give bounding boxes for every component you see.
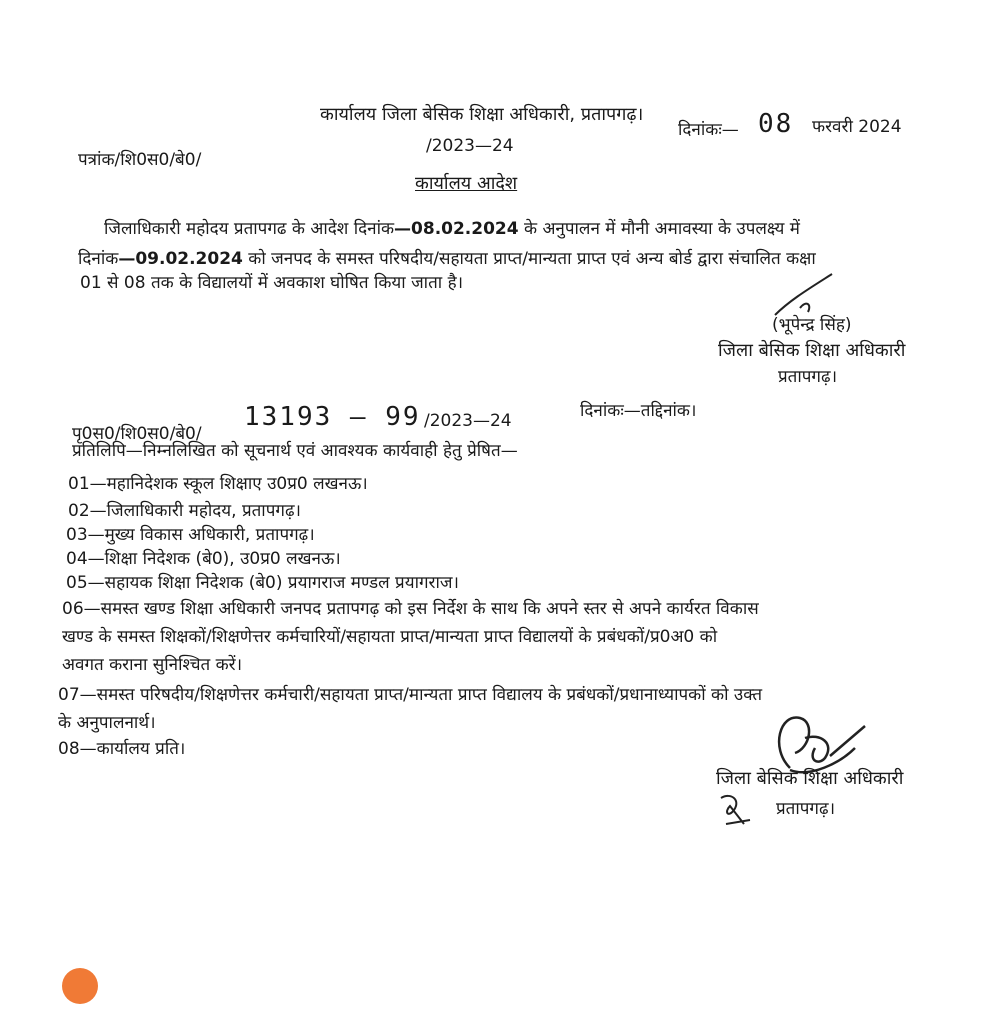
order-title: कार्यालय आदेश (415, 173, 518, 194)
endorsement-ref-handwritten: 13193 — 99 (244, 402, 421, 432)
copy-item-06-line-2: खण्ड के समस्त शिक्षकों/शिक्षणेत्तर कर्मचारियों/सहायता प्राप्त/मान्यता प्राप्त विद्यालयों के प्रबंधकों/प्र0अ0 को (62, 627, 718, 647)
signature-1-name: (भूपेन्द्र सिंह) (772, 315, 852, 335)
copy-item-03: 03—मुख्य विकास अधिकारी, प्रतापगढ़। (66, 525, 315, 545)
copy-item-04: 04—शिक्षा निदेशक (बे0), उ0प्र0 लखनऊ। (66, 549, 341, 569)
copy-item-05: 05—सहायक शिक्षा निदेशक (बे0) प्रयागराज मण्डल प्रयागराज। (66, 573, 459, 593)
copy-item-07-line-2: के अनुपालनार्थ। (58, 713, 156, 733)
endorsement-ref-label: पृ0स0/शि0स0/बे0/ (72, 424, 202, 444)
copy-item-06-line-3: अवगत कराना सुनिश्चित करें। (62, 655, 243, 675)
signature-1-place: प्रतापगढ़। (778, 367, 838, 387)
date-month-year: फरवरी 2024 (812, 117, 902, 137)
signature-1-designation: जिला बेसिक शिक्षा अधिकारी (718, 340, 906, 361)
copy-item-08: 08—कार्यालय प्रति। (58, 739, 186, 759)
copy-item-07-line-1: 07—समस्त परिषदीय/शिक्षणेत्तर कर्मचारी/सहायता प्राप्त/मान्यता प्राप्त विद्यालय के प्रबंधकों/प्रधानाध्यापकों को उक्त (58, 685, 763, 705)
reference-label: पत्रांक/शि0स0/बे0/ (78, 150, 202, 170)
office-heading: कार्यालय जिला बेसिक शिक्षा अधिकारी, प्रतापगढ़। (320, 104, 644, 125)
signature-1-scribble (770, 270, 840, 320)
copy-item-02: 02—जिलाधिकारी महोदय, प्रतापगढ़। (68, 501, 301, 521)
reference-year: /2023—24 (426, 136, 514, 156)
copy-item-06-line-1: 06—समस्त खण्ड शिक्षा अधिकारी जनपद प्रतापगढ़ को इस निर्देश के साथ कि अपने स्तर से अपने कार्यरत विकास (62, 599, 759, 619)
order-line-3: 01 से 08 तक के विद्यालयों में अवकाश घोषित किया जाता है। (80, 273, 464, 293)
endorsement-date: दिनांकः—तद्दिनांक। (580, 401, 697, 421)
date-handwritten: 08 (758, 109, 794, 139)
signature-2-designation: जिला बेसिक शिक्षा अधिकारी (716, 768, 904, 789)
order-line-1: जिलाधिकारी महोदय प्रतापगढ के आदेश दिनांक—08.02.2024 के अनुपालन में मौनी अमावस्या के उपलक्ष्य में (104, 219, 800, 239)
order-line-2: दिनांक—09.02.2024 को जनपद के समस्त परिषदीय/सहायता प्राप्त/मान्यता प्राप्त एवं अन्य बोर्ड द्वारा संचालित कक्षा (78, 249, 816, 269)
orange-circle-marker (62, 968, 98, 1004)
copy-item-01: 01—महानिदेशक स्कूल शिक्षाए उ0प्र0 लखनऊ। (68, 474, 368, 494)
signature-2-initial-mark (716, 790, 756, 830)
date-label: दिनांकः— (678, 120, 739, 140)
endorsement-ref-year: /2023—24 (424, 411, 512, 431)
signature-2-place: प्रतापगढ़। (776, 799, 836, 819)
endorsement-heading: प्रतिलिपि—निम्नलिखित को सूचनार्थ एवं आवश्यक कार्यवाही हेतु प्रेषित— (72, 441, 518, 461)
